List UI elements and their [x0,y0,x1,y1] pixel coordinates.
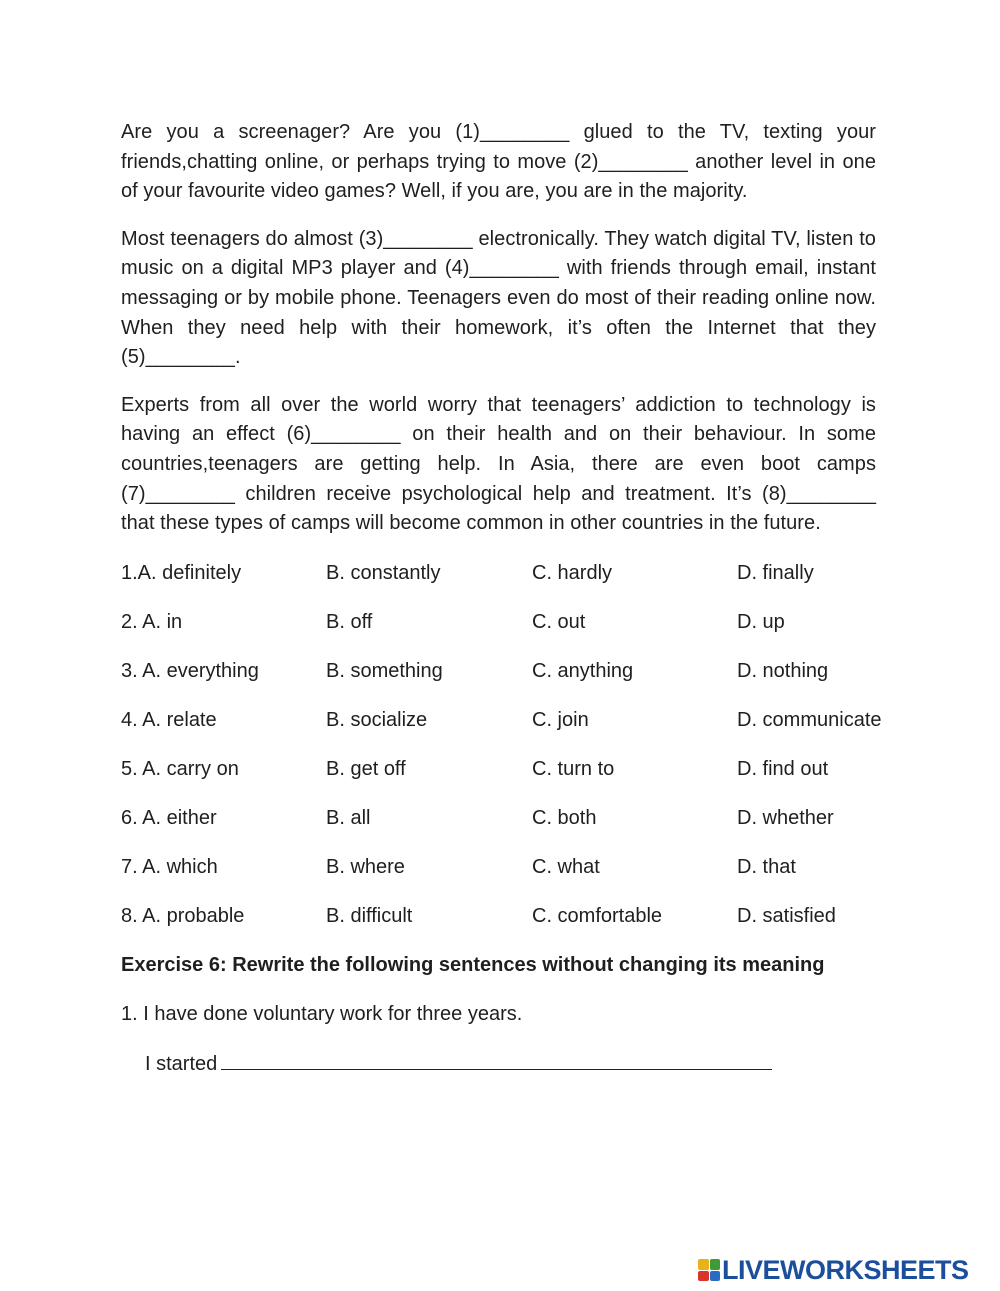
option-item: 8. A. probable [121,904,245,927]
option-item: 1.A. definitely [121,561,242,584]
exercise-title: Exercise 6: Rewrite the following sentences without changing its meaning [121,953,825,976]
option-row [121,657,921,706]
option-item: B. difficult [326,904,413,927]
option-item: B. something [326,659,443,682]
options-grid [121,559,921,951]
option-item: C. turn to [532,757,615,780]
option-row [121,706,921,755]
option-item: D. whether [737,806,834,829]
option-item: D. satisfied [737,904,836,927]
answer-prefix: I started [145,1053,218,1076]
option-item: D. find out [737,757,829,780]
option-item: C. both [532,806,597,829]
option-item: C. comfortable [532,904,663,927]
option-item: D. communicate [737,708,882,731]
passage-paragraph-1: Are you a screenager? Are you (1)________ glued to the TV, texting your friends,chatting online, or perhaps trying to move (2)________ another level in one of your favourite video games? Well, if you are, you are in the majority. [121,121,876,203]
option-item: B. constantly [326,561,441,584]
option-item: B. all [326,806,371,829]
option-item: 5. A. carry on [121,757,239,780]
option-item: 7. A. which [121,855,218,878]
option-row [121,559,921,608]
option-row [121,608,921,657]
liveworksheets-logo [698,1255,969,1285]
liveworksheets-logo-icon [698,1259,720,1281]
logo-text: LIVEWORKSHEETS [722,1255,969,1285]
option-item: 2. A. in [121,610,183,633]
option-item: B. get off [326,757,406,780]
option-item: C. hardly [532,561,613,584]
passage-paragraph-2: Most teenagers do almost (3)________ electronically. They watch digital TV, listen to music on a digital MP3 player and (4)________ with friends through email, instant messaging or by mobile phone. Teenagers even do most of their reading online now. When they need help with their homework, it’s often the Internet that they (5)________. [121,227,876,369]
option-item: B. where [326,855,405,878]
option-item: B. socialize [326,708,428,731]
option-row [121,902,921,951]
option-row [121,804,921,853]
passage-paragraph-3: Experts from all over the world worry that teenagers’ addiction to technology is having an effect (6)________ on their health and on their behaviour. In some countries,teenagers are getting help. In Asia, there are even boot camps (7)________ children receive psychological help and treatment. It’s (8)________ that these types of camps will become common in other countries in the future. [121,393,876,535]
option-item: C. anything [532,659,634,682]
option-row [121,755,921,804]
option-item: C. out [532,610,586,633]
option-item: C. what [532,855,600,878]
option-item: 4. A. relate [121,708,217,731]
answer-line [145,1049,876,1079]
option-item: D. that [737,855,796,878]
option-item: D. finally [737,561,814,584]
option-item: C. join [532,708,589,731]
exercise-question: 1. I have done voluntary work for three years. [121,1003,523,1026]
option-item: 6. A. either [121,806,217,829]
option-item: B. off [326,610,373,633]
option-row [121,853,921,902]
option-item: D. up [737,610,785,633]
option-item: 3. A. everything [121,659,259,682]
worksheet-page [121,118,882,1079]
answer-blank[interactable] [221,1049,772,1070]
option-item: D. nothing [737,659,829,682]
